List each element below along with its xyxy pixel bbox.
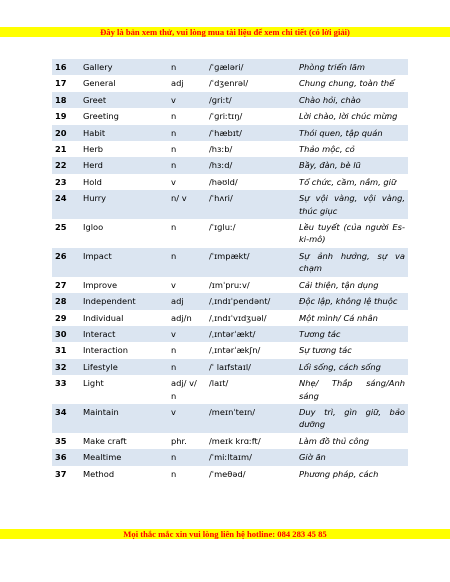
entry-meaning: Chung chung, toàn thể xyxy=(299,78,395,89)
table-row xyxy=(52,59,408,75)
entry-number: 30 xyxy=(52,326,80,342)
entry-pronunciation: /ˈ laɪfstaɪl/ xyxy=(206,359,296,375)
entry-number: 36 xyxy=(52,449,80,465)
entry-word: Interact xyxy=(80,326,168,342)
entry-word: Greeting xyxy=(83,111,119,122)
table-row xyxy=(52,342,408,358)
entry-number: 20 xyxy=(52,125,80,141)
entry-meaning: Thảo mộc, cỏ xyxy=(299,144,355,155)
entry-number: 28 xyxy=(52,293,80,309)
entry-pronunciation: /laɪt/ xyxy=(209,378,229,389)
entry-part-of-speech: n xyxy=(168,125,206,141)
entry-number: 18 xyxy=(52,92,80,108)
entry-meaning: Một mình/ Cá nhân xyxy=(299,312,378,323)
entry-meaning: Tổ chức, cầm, nắm, giữ xyxy=(299,176,397,187)
entry-meaning: Thói quen, tập quán xyxy=(296,125,408,141)
entry-meaning: Lều tuyết (của người Es-ki-mô) xyxy=(299,222,405,245)
entry-pronunciation: /hɜːb/ xyxy=(209,144,233,155)
entry-word: Improve xyxy=(83,279,118,290)
entry-number: 24 xyxy=(52,190,80,219)
entry-pronunciation: /ˈmeθəd/ xyxy=(209,468,246,479)
entry-meaning: Lối sống, cách sống xyxy=(296,359,408,375)
entry-pronunciation: /ˌɪntərˈækʃn/ xyxy=(209,345,261,356)
entry-pronunciation: /ˌɪndɪˈpendənt/ xyxy=(206,293,296,309)
entry-part-of-speech: adj/ v/ n xyxy=(171,378,197,401)
table-row xyxy=(52,326,408,342)
entry-word: Method xyxy=(83,468,115,479)
entry-part-of-speech: adj xyxy=(171,78,184,89)
entry-pronunciation: /ˌɪndɪˈvɪdʒuəl/ xyxy=(209,312,267,323)
preview-notice: Đây là bản xem thử, vui lòng mua tài liệu để xem chi tiết (có lời giải) xyxy=(0,27,450,37)
vocabulary-table xyxy=(52,59,408,482)
entry-number: 29 xyxy=(55,312,67,323)
entry-pronunciation: /ˈhæbɪt/ xyxy=(206,125,296,141)
entry-meaning: Sự vội vàng, vội vàng, thúc giục xyxy=(296,190,408,219)
entry-part-of-speech: n/ v xyxy=(168,190,206,219)
entry-pronunciation: /meɪk krɑːft/ xyxy=(209,435,261,446)
entry-word: Hold xyxy=(83,176,102,187)
entry-word: Impact xyxy=(80,248,168,277)
entry-number: 35 xyxy=(55,435,67,446)
entry-meaning: Độc lập, không lệ thuộc xyxy=(296,293,408,309)
entry-word: Habit xyxy=(80,125,168,141)
entry-number: 23 xyxy=(55,176,67,187)
entry-meaning: Phương pháp, cách xyxy=(299,468,379,479)
entry-part-of-speech: n xyxy=(168,248,206,277)
entry-meaning: Cải thiện, tận dụng xyxy=(299,279,379,290)
vocabulary-table-body xyxy=(52,59,408,482)
entry-number: 19 xyxy=(55,111,67,122)
entry-number: 21 xyxy=(55,144,67,155)
entry-number: 16 xyxy=(52,59,80,75)
entry-meaning: Sự tương tác xyxy=(299,345,352,356)
entry-pronunciation: /ˈɡriːtɪŋ/ xyxy=(209,111,243,122)
table-row xyxy=(52,190,408,219)
entry-meaning: Duy trì, gìn giữ, bảo dưỡng xyxy=(296,404,408,433)
entry-meaning: Giờ ăn xyxy=(296,449,408,465)
entry-part-of-speech: phr. xyxy=(171,435,187,446)
entry-part-of-speech: n xyxy=(171,345,177,356)
table-row xyxy=(52,466,408,482)
entry-meaning: Bầy, đàn, bè lũ xyxy=(296,157,408,173)
entry-part-of-speech: adj xyxy=(168,293,206,309)
entry-meaning: Làm đồ thủ công xyxy=(299,435,369,446)
table-row xyxy=(52,359,408,375)
entry-number: 26 xyxy=(52,248,80,277)
entry-word: Independent xyxy=(80,293,168,309)
entry-number: 22 xyxy=(52,157,80,173)
entry-meaning: Sự ảnh hưởng, sự va chạm xyxy=(296,248,408,277)
entry-part-of-speech: v xyxy=(171,279,176,290)
table-row xyxy=(52,92,408,108)
entry-word: Herd xyxy=(80,157,168,173)
entry-part-of-speech: v xyxy=(171,176,176,187)
entry-word: Gallery xyxy=(80,59,168,75)
entry-part-of-speech: n xyxy=(168,359,206,375)
entry-pronunciation: /ˈɪɡluː/ xyxy=(209,222,236,233)
entry-pronunciation: /ˌɪntərˈækt/ xyxy=(206,326,296,342)
table-row xyxy=(52,125,408,141)
table-row xyxy=(52,248,408,277)
entry-pronunciation: /ˈɡæləri/ xyxy=(206,59,296,75)
entry-word: Maintain xyxy=(80,404,168,433)
entry-meaning: Phòng triển lãm xyxy=(296,59,408,75)
entry-word: Mealtime xyxy=(80,449,168,465)
table-row xyxy=(52,310,408,326)
table-row xyxy=(52,375,408,404)
table-row xyxy=(52,433,408,449)
entry-part-of-speech: n xyxy=(171,144,177,155)
hotline-notice: Mọi thắc mắc xin vui lòng liên hệ hotline: 084 283 45 85 xyxy=(0,529,450,539)
vocabulary-table-container xyxy=(52,59,408,527)
entry-word: Herb xyxy=(83,144,104,155)
entry-pronunciation: /həʊld/ xyxy=(209,176,238,187)
table-row xyxy=(52,219,408,248)
entry-pronunciation: /ˈdʒenrəl/ xyxy=(209,78,249,89)
entry-word: General xyxy=(83,78,116,89)
entry-meaning: Tương tác xyxy=(296,326,408,342)
table-row xyxy=(52,449,408,465)
entry-number: 33 xyxy=(55,378,67,389)
entry-pronunciation: /ɪmˈpruːv/ xyxy=(209,279,250,290)
table-row xyxy=(52,108,408,124)
entry-number: 31 xyxy=(55,345,67,356)
table-row xyxy=(52,293,408,309)
entry-number: 25 xyxy=(55,222,67,233)
entry-word: Individual xyxy=(83,312,124,323)
entry-part-of-speech: v xyxy=(168,326,206,342)
entry-pronunciation: /ˈhʌri/ xyxy=(206,190,296,219)
entry-meaning: Chào hỏi, chào xyxy=(296,92,408,108)
entry-number: 32 xyxy=(52,359,80,375)
table-row xyxy=(52,75,408,91)
entry-word: Make craft xyxy=(83,435,127,446)
table-row xyxy=(52,157,408,173)
entry-number: 17 xyxy=(55,78,67,89)
entry-part-of-speech: n xyxy=(171,468,177,479)
entry-part-of-speech: v xyxy=(168,92,206,108)
entry-part-of-speech: n xyxy=(168,449,206,465)
entry-number: 37 xyxy=(55,468,67,479)
entry-pronunciation: /ɡriːt/ xyxy=(206,92,296,108)
entry-word: Lifestyle xyxy=(80,359,168,375)
table-row xyxy=(52,174,408,190)
entry-meaning: Lời chào, lời chúc mừng xyxy=(299,111,398,122)
entry-meaning: Nhẹ/ Thắp sáng/Anh sáng xyxy=(299,378,405,401)
entry-word: Interaction xyxy=(83,345,129,356)
entry-part-of-speech: n xyxy=(168,157,206,173)
entry-part-of-speech: v xyxy=(168,404,206,433)
entry-part-of-speech: adj/n xyxy=(171,312,192,323)
entry-part-of-speech: n xyxy=(171,222,177,233)
table-row xyxy=(52,404,408,433)
entry-number: 34 xyxy=(52,404,80,433)
entry-number: 27 xyxy=(55,279,67,290)
entry-word: Igloo xyxy=(83,222,104,233)
table-row xyxy=(52,277,408,293)
entry-word: Light xyxy=(83,378,104,389)
entry-pronunciation: /meɪnˈteɪn/ xyxy=(206,404,296,433)
entry-pronunciation: /ˈmiːltaɪm/ xyxy=(206,449,296,465)
table-row xyxy=(52,141,408,157)
entry-pronunciation: /ˈɪmpækt/ xyxy=(206,248,296,277)
entry-word: Hurry xyxy=(80,190,168,219)
entry-pronunciation: /hɜːd/ xyxy=(206,157,296,173)
entry-word: Greet xyxy=(80,92,168,108)
entry-part-of-speech: n xyxy=(168,59,206,75)
entry-part-of-speech: n xyxy=(171,111,177,122)
